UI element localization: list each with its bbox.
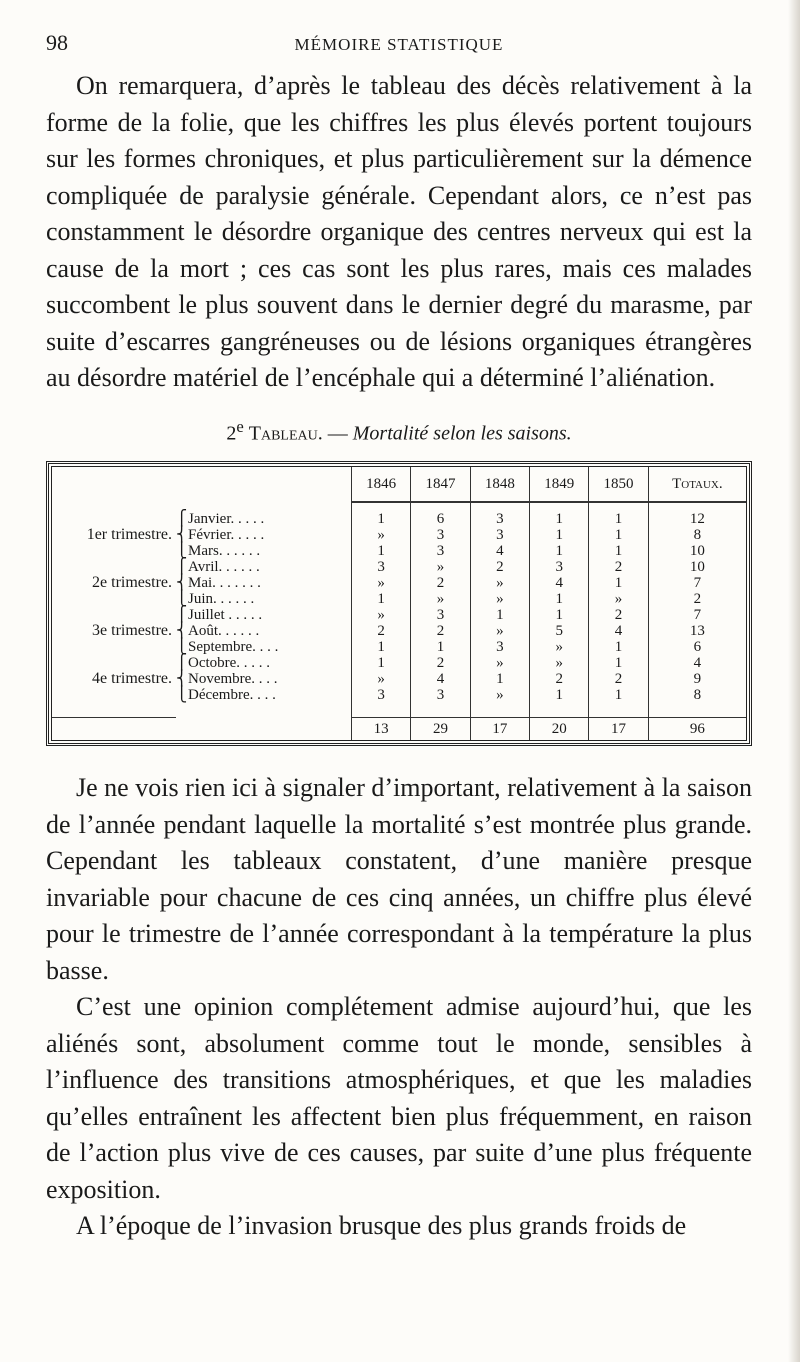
- month-label: [176, 559, 352, 575]
- month-label: [176, 527, 352, 543]
- brace-glyph: ⎩: [176, 591, 188, 608]
- value-cell: »: [530, 655, 589, 671]
- value-cell: 1: [352, 591, 411, 607]
- header-year: 1849: [530, 467, 589, 502]
- padding-cell: [589, 502, 648, 511]
- padding-cell: [352, 502, 411, 511]
- value-cell: 7: [648, 575, 746, 591]
- value-cell: 9: [648, 671, 746, 687]
- spacer-cell: [352, 703, 411, 718]
- caption-label: Tableau.: [248, 422, 323, 445]
- header-year: 1847: [411, 467, 470, 502]
- month-label: [176, 671, 352, 687]
- table-row: [52, 559, 746, 575]
- value-cell: 2: [470, 559, 529, 575]
- value-cell: 3: [470, 639, 529, 655]
- spacer-cell: [411, 703, 470, 718]
- value-cell: 3: [470, 527, 529, 543]
- value-cell: 1: [470, 607, 529, 623]
- totals-row: [52, 718, 746, 741]
- value-cell: »: [470, 591, 529, 607]
- value-cell: 2: [530, 671, 589, 687]
- padding-cell: [530, 502, 589, 511]
- spacer-cell: [648, 703, 746, 718]
- value-cell: 1: [352, 639, 411, 655]
- padding-cell: [411, 502, 470, 511]
- value-cell: 1: [589, 511, 648, 527]
- value-cell: 4: [648, 655, 746, 671]
- caption-title: Mortalité selon les saisons.: [352, 422, 572, 445]
- value-cell: 1: [530, 527, 589, 543]
- value-cell: 4: [589, 623, 648, 639]
- month-name: Novembre. . . .: [188, 671, 278, 688]
- month-name: Septembre. . . .: [188, 639, 279, 656]
- value-cell: 1: [589, 575, 648, 591]
- month-name: Juillet . . . . .: [188, 607, 263, 624]
- value-cell: 10: [648, 543, 746, 559]
- value-cell: »: [470, 687, 529, 703]
- table-row: [52, 511, 746, 527]
- month-label: [176, 543, 352, 559]
- value-cell: »: [589, 591, 648, 607]
- total-value-cell: 17: [470, 718, 529, 741]
- paragraph-3: C’est une opinion complétement admise aujourd’hui, que les aliénés sont, absolument comme tout le monde, sensibles à l’influence des transitions atmosphériques, et que les maladies qu’elles entraînent les affectent bien plus fréquemment, en raison de l’action plus vive de ces causes, par suite d’une plus fréquente exposition.: [46, 992, 752, 1204]
- value-cell: 3: [411, 543, 470, 559]
- value-cell: »: [352, 607, 411, 623]
- value-cell: 1: [530, 511, 589, 527]
- month-label: [176, 623, 352, 639]
- value-cell: 5: [530, 623, 589, 639]
- spacer-cell: [176, 703, 352, 718]
- value-cell: 2: [648, 591, 746, 607]
- value-cell: 1: [352, 655, 411, 671]
- padding-cell: [52, 502, 176, 511]
- total-value-cell: 17: [589, 718, 648, 741]
- value-cell: 2: [411, 623, 470, 639]
- value-cell: 4: [470, 543, 529, 559]
- value-cell: 2: [411, 655, 470, 671]
- value-cell: 8: [648, 527, 746, 543]
- value-cell: 1: [470, 671, 529, 687]
- value-cell: 7: [648, 607, 746, 623]
- month-name: Mai. . . . . . .: [188, 575, 261, 592]
- month-name: Avril. . . . . .: [188, 559, 260, 576]
- total-value-cell: 29: [411, 718, 470, 741]
- quarter-label: 1er trimestre.: [86, 526, 172, 544]
- month-name: Août. . . . . .: [188, 623, 260, 640]
- table-caption: [46, 417, 752, 446]
- value-cell: 1: [589, 543, 648, 559]
- value-cell: 3: [411, 607, 470, 623]
- value-cell: 1: [530, 687, 589, 703]
- brace-glyph: ⎨: [176, 671, 188, 688]
- paragraph-2: Je ne vois rien ici à signaler d’important, relativement à la saison de l’année pendant laquelle la mortalité s’est montrée plus grande. Cependant les tableaux constatent, d’une manière presque invariable pour chacune de ces cinq années, un chiffre plus élevé pour le trimestre de l’année correspondant à la température la plus basse.: [46, 773, 752, 985]
- month-label: [176, 591, 352, 607]
- value-cell: 3: [352, 687, 411, 703]
- value-cell: 3: [470, 511, 529, 527]
- value-cell: 2: [589, 559, 648, 575]
- padding-cell: [648, 502, 746, 511]
- brace-glyph: ⎩: [176, 687, 188, 704]
- value-cell: »: [530, 639, 589, 655]
- table-header-row: [52, 467, 746, 502]
- value-cell: 1: [589, 655, 648, 671]
- table-top-padding: [52, 502, 746, 511]
- value-cell: »: [411, 559, 470, 575]
- value-cell: 4: [530, 575, 589, 591]
- value-cell: 13: [648, 623, 746, 639]
- value-cell: 2: [411, 575, 470, 591]
- brace-glyph: ⎧: [176, 511, 188, 528]
- value-cell: »: [352, 575, 411, 591]
- brace-glyph: ⎧: [176, 559, 188, 576]
- quarter-label: 2e trimestre.: [92, 574, 172, 592]
- value-cell: 1: [411, 639, 470, 655]
- mortality-table: [52, 467, 746, 740]
- month-label: [176, 687, 352, 703]
- paragraph-4: A l’époque de l’invasion brusque des plus grands froids de: [76, 1211, 687, 1241]
- value-cell: 10: [648, 559, 746, 575]
- page-header: [46, 30, 752, 68]
- running-title: MÉMOIRE STATISTIQUE: [294, 35, 504, 54]
- month-name: Février. . . . .: [188, 527, 265, 544]
- value-cell: 8: [648, 687, 746, 703]
- quarter-label: 3e trimestre.: [92, 622, 172, 640]
- spacer-cell: [470, 703, 529, 718]
- header-totals: Totaux.: [648, 467, 746, 502]
- value-cell: 3: [411, 687, 470, 703]
- value-cell: 6: [411, 511, 470, 527]
- brace-glyph: ⎧: [176, 655, 188, 672]
- total-value-cell: 20: [530, 718, 589, 741]
- brace-glyph: ⎨: [176, 575, 188, 592]
- totals-empty-cell: [176, 718, 352, 741]
- page-number: 98: [46, 30, 68, 55]
- value-cell: 2: [589, 607, 648, 623]
- value-cell: 2: [352, 623, 411, 639]
- value-cell: 6: [648, 639, 746, 655]
- padding-cell: [176, 502, 352, 511]
- value-cell: »: [352, 671, 411, 687]
- month-label: [176, 639, 352, 655]
- brace-glyph: ⎨: [176, 527, 188, 544]
- brace-glyph: ⎧: [176, 607, 188, 624]
- value-cell: 1: [352, 543, 411, 559]
- month-label: [176, 511, 352, 527]
- value-cell: 3: [411, 527, 470, 543]
- value-cell: 1: [530, 607, 589, 623]
- month-label: [176, 607, 352, 623]
- month-name: Mars. . . . . .: [188, 543, 261, 560]
- month-name: Décembre. . . .: [188, 687, 276, 704]
- header-year: 1850: [589, 467, 648, 502]
- quarter-label: 4e trimestre.: [92, 670, 172, 688]
- value-cell: 3: [530, 559, 589, 575]
- value-cell: 12: [648, 511, 746, 527]
- value-cell: »: [352, 527, 411, 543]
- month-name: Juin. . . . . .: [188, 591, 255, 608]
- value-cell: 1: [530, 591, 589, 607]
- caption-number: 2: [226, 422, 237, 445]
- padding-cell: [470, 502, 529, 511]
- header-year: 1846: [352, 467, 411, 502]
- month-label: [176, 655, 352, 671]
- page-edge-shadow: [788, 0, 800, 1362]
- brace-glyph: ⎩: [176, 543, 188, 560]
- brace-glyph: ⎨: [176, 623, 188, 640]
- value-cell: 4: [411, 671, 470, 687]
- value-cell: »: [470, 575, 529, 591]
- spacer-cell: [589, 703, 648, 718]
- value-cell: »: [411, 591, 470, 607]
- value-cell: 3: [352, 559, 411, 575]
- totals-empty-cell: [52, 718, 176, 741]
- total-value-cell: 13: [352, 718, 411, 741]
- month-name: Janvier. . . . .: [188, 511, 265, 528]
- header-empty-cell: [52, 467, 352, 502]
- value-cell: 1: [589, 687, 648, 703]
- value-cell: »: [470, 623, 529, 639]
- value-cell: 1: [589, 527, 648, 543]
- table-frame: [46, 461, 752, 746]
- table-row: [52, 607, 746, 623]
- caption-dash: —: [322, 422, 353, 445]
- total-value-cell: 96: [648, 718, 746, 741]
- paragraph-1: On remarquera, d’après le tableau des décès relativement à la forme de la folie, que les chiffres les plus élevés portent toujours sur les formes chroniques, et plus particulièrement sur la démence compliquée de paralysie générale. Cependant alors, ce n’est pas constamment le désordre organique des centres nerveux qui est la cause de la mort ; ces cas sont les plus rares, mais ces malades succombent le plus souvent dans le dernier degré du marasme, par suite d’escarres gangréneuses ou de lésions organiques étrangères au désordre matériel de l’encéphale qui a déterminé l’aliénation.: [46, 71, 752, 392]
- value-cell: 1: [589, 639, 648, 655]
- value-cell: »: [470, 655, 529, 671]
- table-row: [52, 655, 746, 671]
- month-name: Octobre. . . . .: [188, 655, 271, 672]
- month-label: [176, 575, 352, 591]
- table-spacer-row: [52, 703, 746, 718]
- value-cell: 1: [530, 543, 589, 559]
- spacer-cell: [530, 703, 589, 718]
- table-inner-border: [51, 466, 747, 741]
- table-body: [52, 502, 746, 740]
- caption-superscript: e: [236, 416, 244, 436]
- spacer-cell: [52, 703, 176, 718]
- value-cell: 2: [589, 671, 648, 687]
- header-year: 1848: [470, 467, 529, 502]
- value-cell: 1: [352, 511, 411, 527]
- brace-glyph: ⎩: [176, 639, 188, 656]
